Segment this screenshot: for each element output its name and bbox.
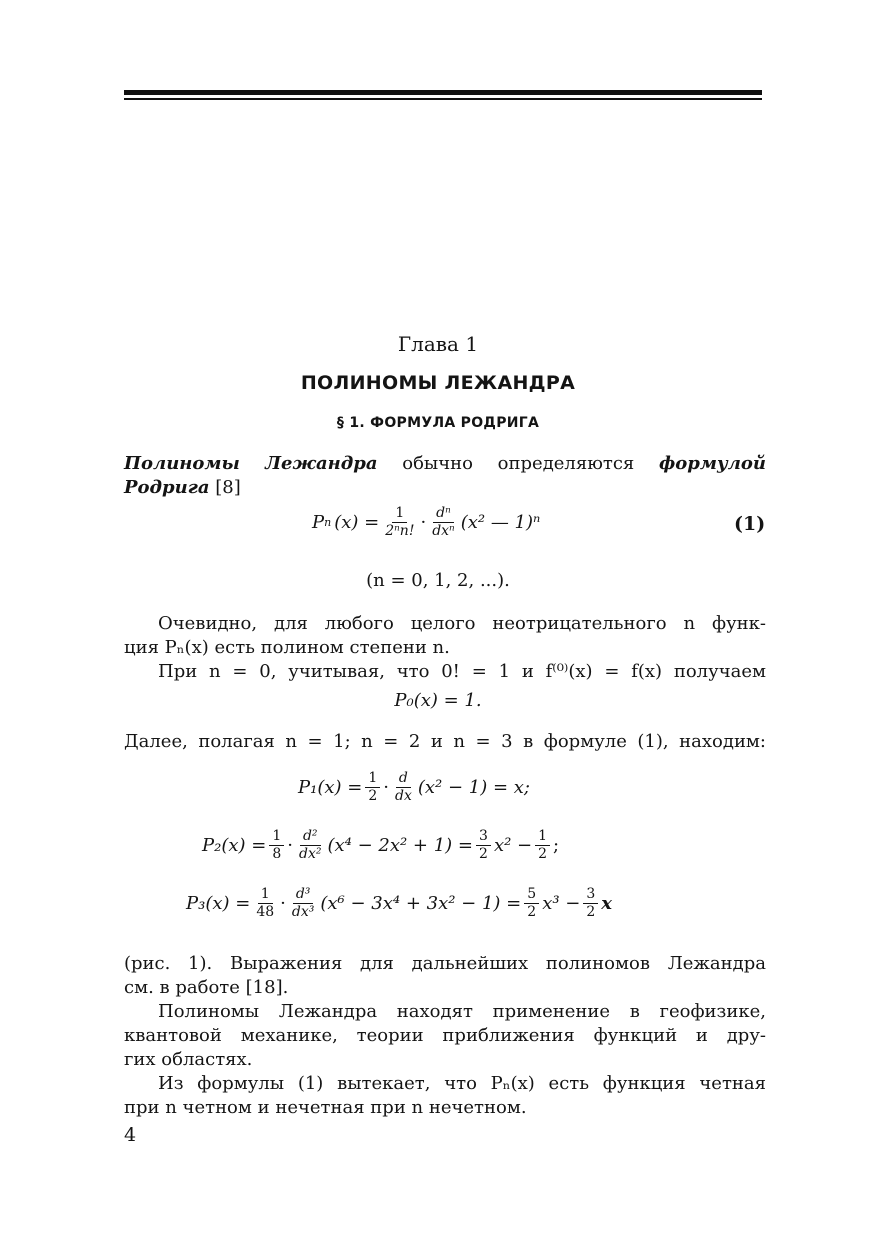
equation-p1 bbox=[298, 770, 530, 805]
eq-p2-frac3-num: 3 bbox=[476, 828, 491, 846]
eq-p2-lhs: P₂(x) = bbox=[202, 835, 267, 856]
eq-p3-mid2: x³ − bbox=[542, 893, 581, 914]
eq-p2-frac3 bbox=[476, 828, 491, 863]
paragraph-parity-line1: Из формулы (1) вытекает, что Pₙ(x) есть функция четная bbox=[158, 1073, 766, 1094]
chapter-label: Глава 1 bbox=[397, 332, 479, 356]
chapter-title: ПОЛИНОМЫ ЛЕЖАНДРА bbox=[300, 372, 576, 394]
eq-p1-frac2 bbox=[392, 770, 415, 805]
page-number: 4 bbox=[124, 1124, 137, 1146]
eq-p1-frac2-den: dx bbox=[394, 788, 412, 804]
eq-p1-dot: · bbox=[383, 777, 389, 798]
eq-p3-frac4 bbox=[583, 886, 598, 921]
eq-p1-frac1-num: 1 bbox=[365, 770, 380, 788]
eq-p2-frac2-den: dx² bbox=[298, 846, 322, 862]
paragraph-applications-line3: гих областях. bbox=[124, 1049, 253, 1070]
eq-p2-frac1-num: 1 bbox=[269, 828, 284, 846]
equation-range: (n = 0, 1, 2, ...). bbox=[366, 570, 510, 591]
header-rule-thick bbox=[124, 90, 762, 95]
eq-p2-frac4-den: 2 bbox=[538, 846, 548, 862]
eq-p2-dot: · bbox=[287, 835, 293, 856]
paragraph-figure-line1: (рис. 1). Выражения для дальнейших полиномов Лежандра bbox=[124, 953, 766, 974]
paragraph-obviously-line1: Очевидно, для любого целого неотрицательного n функ- bbox=[158, 613, 766, 634]
eq1-frac1 bbox=[382, 505, 417, 540]
eq-p3-end: x bbox=[601, 893, 613, 914]
eq-p3-frac1 bbox=[253, 886, 277, 921]
intro-text1: обычно определяются bbox=[402, 453, 635, 474]
eq-p3-frac4-num: 3 bbox=[583, 886, 598, 904]
eq-p2-frac2 bbox=[296, 828, 324, 863]
eq1-frac1-den: 2ⁿn! bbox=[385, 523, 415, 539]
eq-p1-frac2-num: d bbox=[396, 770, 411, 788]
eq-p1-rhs: (x² − 1) = x; bbox=[417, 777, 530, 798]
eq-p3-frac2-num: d³ bbox=[293, 886, 314, 904]
paragraph-n-zero: При n = 0, учитывая, что 0! = 1 и f⁽⁰⁾(x) = f(x) получаем bbox=[158, 661, 766, 682]
equation-rodrigues bbox=[312, 505, 540, 540]
eq-p2-end: ; bbox=[553, 835, 560, 856]
eq-p3-frac3 bbox=[524, 886, 539, 921]
eq-p3-mid: (x⁶ − 3x⁴ + 3x² − 1) = bbox=[320, 893, 522, 914]
eq-p2-mid2: x² − bbox=[493, 835, 533, 856]
equation-number-1: (1) bbox=[734, 513, 766, 535]
paragraph-obviously-line2: ция Pₙ(x) есть полином степени n. bbox=[124, 637, 450, 658]
eq1-frac2 bbox=[429, 505, 458, 540]
eq-p2-frac3-den: 2 bbox=[479, 846, 488, 862]
paragraph-further: Далее, полагая n = 1; n = 2 и n = 3 в формуле (1), находим: bbox=[124, 731, 766, 752]
eq-p2-frac1-den: 8 bbox=[272, 846, 282, 862]
intro-ref: [8] bbox=[215, 477, 241, 498]
equation-p2 bbox=[202, 828, 559, 863]
eq1-lhs: P bbox=[312, 512, 325, 533]
eq1-frac1-num: 1 bbox=[392, 505, 407, 523]
eq-p3-frac4-den: 2 bbox=[586, 904, 596, 920]
eq-p1-lhs: P₁(x) = bbox=[298, 777, 363, 798]
equation-p3 bbox=[186, 886, 612, 921]
paragraph-figure-line2: см. в работе [18]. bbox=[124, 977, 289, 998]
equation-p0: P₀(x) = 1. bbox=[394, 690, 482, 711]
section-title: § 1. ФОРМУЛА РОДРИГА bbox=[336, 415, 540, 431]
eq-p3-frac2 bbox=[289, 886, 317, 921]
intro-term2: формулой bbox=[659, 453, 766, 474]
paragraph-parity-line2: при n четном и нечетная при n нечетном. bbox=[124, 1097, 527, 1118]
intro-paragraph bbox=[124, 452, 766, 476]
eq-p1-frac1-den: 2 bbox=[368, 788, 378, 804]
eq-p2-frac4-num: 1 bbox=[535, 828, 550, 846]
eq1-frac2-den: dxⁿ bbox=[432, 523, 455, 539]
header-rule-thin bbox=[124, 98, 762, 100]
eq-p3-lhs: P₃(x) = bbox=[186, 893, 251, 914]
eq-p2-frac4 bbox=[535, 828, 550, 863]
eq-p3-frac3-den: 2 bbox=[527, 904, 537, 920]
paragraph-applications-line1: Полиномы Лежандра находят применение в геофизике, bbox=[158, 1001, 766, 1022]
eq-p3-frac2-den: dx³ bbox=[291, 904, 315, 920]
eq-p2-mid: (x⁴ − 2x² + 1) = bbox=[327, 835, 474, 856]
eq-p2-frac2-num: d² bbox=[300, 828, 321, 846]
paragraph-applications-line2: квантовой механике, теории приближения функций и дру- bbox=[124, 1025, 766, 1046]
eq1-frac2-num: dⁿ bbox=[433, 505, 454, 523]
eq-p3-dot: · bbox=[280, 893, 286, 914]
eq1-sub: n bbox=[324, 516, 332, 529]
eq-p2-frac1 bbox=[269, 828, 284, 863]
eq-p1-frac1 bbox=[365, 770, 380, 805]
eq1-rhs: (x² — 1)ⁿ bbox=[460, 512, 541, 533]
eq1-dot: · bbox=[420, 512, 427, 533]
intro-paragraph-line2 bbox=[124, 476, 766, 500]
eq-p3-frac3-num: 5 bbox=[524, 886, 539, 904]
eq-p3-frac1-den: 48 bbox=[256, 904, 275, 920]
eq1-arg: (x) = bbox=[334, 512, 380, 533]
intro-term3: Родрига bbox=[124, 477, 210, 498]
eq-p3-frac1-num: 1 bbox=[258, 886, 273, 904]
intro-term1: Полиномы Лежандра bbox=[124, 453, 378, 474]
